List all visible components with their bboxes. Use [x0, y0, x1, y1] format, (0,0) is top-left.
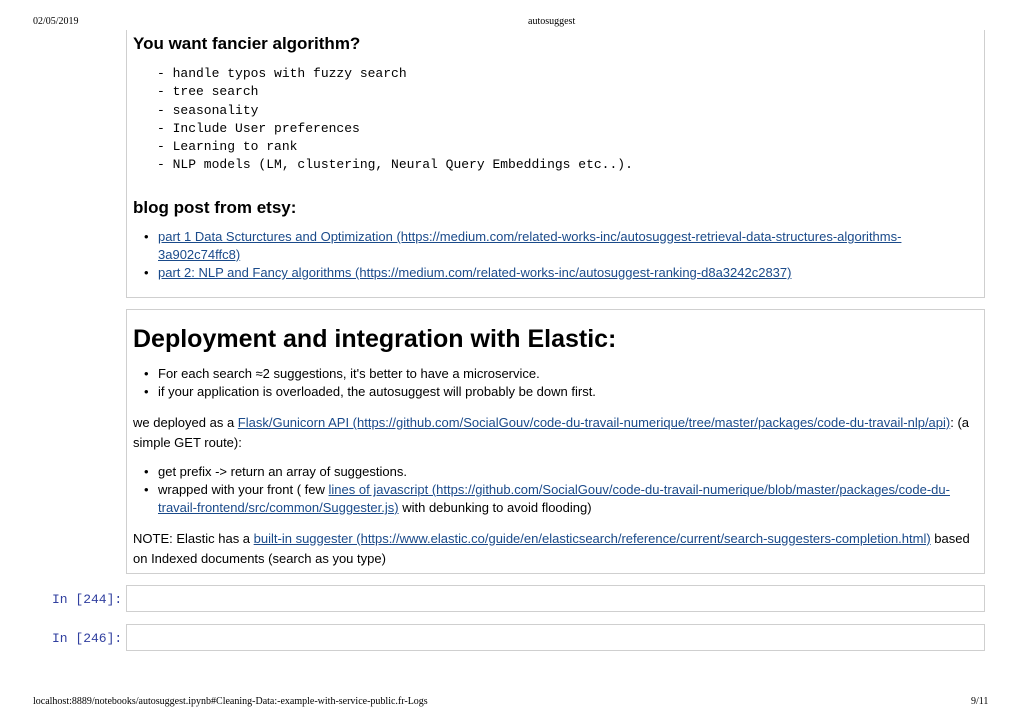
elastic-note-paragraph: [133, 529, 978, 569]
print-footer-url: localhost:8889/notebooks/autosuggest.ipynb#Cleaning-Data:-example-with-service-public.fr-Logs: [33, 696, 428, 707]
code-cell-prompt: In [244]:: [52, 592, 123, 607]
list-item: [142, 264, 932, 282]
list-item: • get prefix -> return an array of suggestions.: [142, 463, 962, 481]
flask-api-link[interactable]: Flask/Gunicorn API (https://github.com/SocialGouv/code-du-travail-numerique/tree/master/packages/code-du-travail-nlp/api): [237, 415, 951, 430]
javascript-link[interactable]: lines of javascript (https://github.com/SocialGouv/code-du-travail-numerique/blob/master/packages/code-du-travail-frontend/src/common/Suggester.js): [158, 482, 950, 515]
heading-etsy-blog: blog post from etsy:: [133, 198, 297, 217]
deployment-bullet-list: [142, 365, 962, 401]
etsy-link-list: [142, 228, 932, 282]
list-item: [142, 228, 932, 264]
bullet-text: with debunking to avoid flooding): [398, 500, 592, 515]
list-item: • if your application is overloaded, the autosuggest will probably be down first.: [142, 383, 962, 401]
list-item: • For each search ≈2 suggestions, it's better to have a microservice.: [142, 365, 962, 383]
bullet-text: wrapped with your front ( few: [158, 482, 329, 497]
print-page-number: 9/11: [971, 696, 989, 707]
print-date: 02/05/2019: [33, 16, 79, 27]
code-cell-prompt: In [246]:: [52, 631, 123, 646]
code-cell-input[interactable]: [126, 624, 985, 651]
etsy-part2-link[interactable]: part 2: NLP and Fancy algorithms (https://medium.com/related-works-inc/autosuggest-ranking-d8a3242c2837): [158, 265, 792, 280]
para-text: we deployed as a: [133, 415, 238, 430]
deployment-paragraph: [133, 413, 978, 453]
code-cell-input[interactable]: [126, 585, 985, 612]
print-title: autosuggest: [528, 16, 576, 27]
heading-deployment: Deployment and integration with Elastic:: [133, 325, 617, 353]
markdown-cell-fancier[interactable]: [126, 30, 985, 298]
route-bullet-list: [142, 463, 962, 517]
heading-fancier-algorithm: You want fancier algorithm?: [133, 34, 361, 53]
fancier-algorithm-list: - handle typos with fuzzy search - tree search - seasonality - Include User preferences - Learning to rank - NLP models (LM, clustering, Neural Query Embeddings etc..).: [157, 66, 633, 173]
para-text: based on Indexed documents (search as you type): [133, 531, 970, 566]
markdown-cell-deployment[interactable]: [126, 309, 985, 574]
list-item: [142, 481, 962, 517]
elastic-suggester-link[interactable]: built-in suggester (https://www.elastic.co/guide/en/elasticsearch/reference/current/search-suggesters-completion.html): [253, 531, 931, 546]
etsy-part1-link[interactable]: part 1 Data Scturctures and Optimization (https://medium.com/related-works-inc/autosuggest-retrieval-data-structures-algorithms-3a902c74ffc8): [158, 229, 902, 262]
para-text: NOTE: Elastic has a: [133, 531, 254, 546]
para-text: : (a simple GET route):: [133, 415, 970, 450]
